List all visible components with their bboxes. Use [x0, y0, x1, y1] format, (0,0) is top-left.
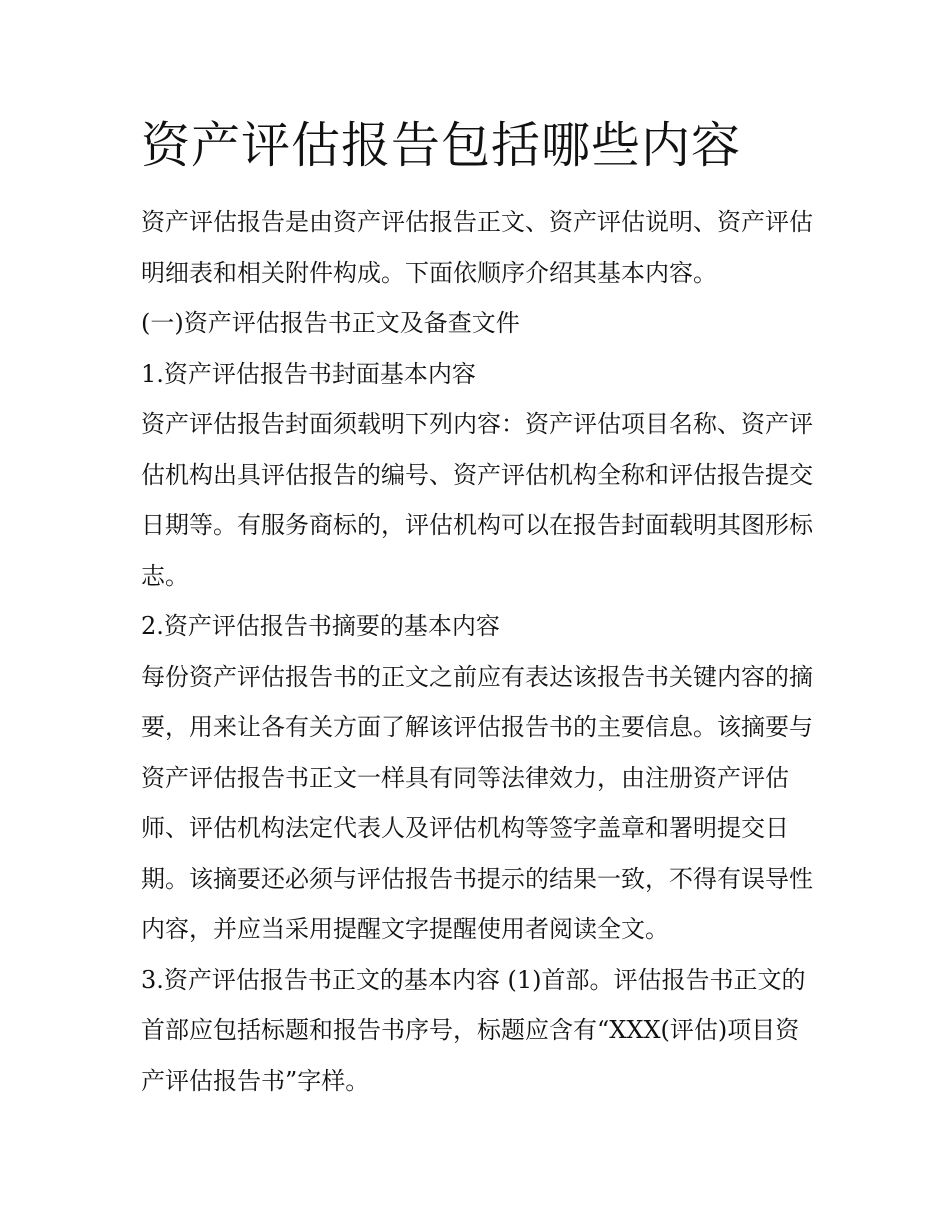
subheading-summary: 2.资产评估报告书摘要的基本内容 — [141, 612, 500, 640]
subheading-cover: 1.资产评估报告书封面基本内容 — [141, 359, 476, 388]
body-content-paragraph: 3.资产评估报告书正文的基本内容 (1)首部。评估报告书正文的首部应包括标题和报告书序号，标题应含有“XXX(评估)项目资产评估报告书”字样。 — [141, 965, 806, 1095]
intro-paragraph: 资产评估报告是由资产评估报告正文、资产评估说明、资产评估明细表和相关附件构成。下面依顺序介绍其基本内容。 — [141, 208, 813, 287]
document-body — [141, 197, 813, 1106]
document-title: 资产评估报告包括哪些内容 — [141, 117, 742, 174]
cover-paragraph: 资产评估报告封面须载明下列内容：资产评估项目名称、资产评估机构出具评估报告的编号、资产评估机构全称和评估报告提交日期等。有服务商标的，评估机构可以在报告封面载明其图形标志。 — [141, 410, 813, 590]
summary-paragraph: 每份资产评估报告书的正文之前应有表达该报告书关键内容的摘要，用来让各有关方面了解该评估报告书的主要信息。该摘要与资产评估报告书正文一样具有同等法律效力，由注册资产评估师、评估机构法定代表人及评估机构等签字盖章和署明提交日期。该摘要还必须与评估报告书提示的结果一致，不得有误导性内容，并应当采用提醒文字提醒使用者阅读全文。 — [141, 662, 813, 943]
section-heading: (一)资产评估报告书正文及备查文件 — [141, 309, 520, 337]
